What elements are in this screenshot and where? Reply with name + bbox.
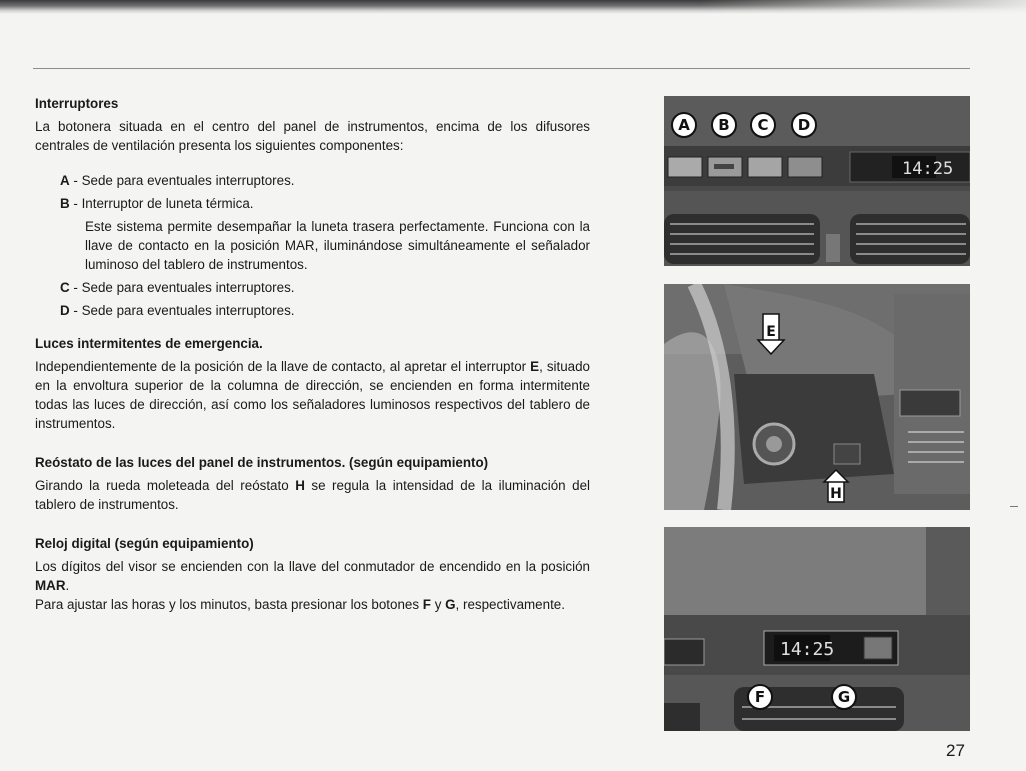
- figure-digital-clock: [664, 527, 970, 731]
- text-run: Independientemente de la posición de la llave de contacto, al apretar el interruptor: [35, 359, 531, 374]
- margin-mark: [1010, 506, 1018, 507]
- list-item: [60, 278, 590, 297]
- key-letter: G: [445, 597, 456, 612]
- reloj-paragraph-2: [35, 595, 590, 614]
- key-letter: F: [422, 597, 431, 612]
- heading-interruptores: Interruptores: [35, 96, 119, 111]
- item-key: A: [60, 173, 70, 188]
- text-run: Girando la rueda moleteada del reóstato: [35, 478, 296, 493]
- text-run: Para ajustar las horas y los minutos, basta presionar los botones: [35, 597, 423, 612]
- text-run: Los dígitos del visor se encienden con la llave del conmutador de encendido en la posición: [35, 559, 590, 574]
- item-b-detail: Este sistema permite desempañar la luneta trasera perfectamente. Funciona con la llave de contacto en la posición MAR, iluminándose simultáneamente el señalador luminoso del tablero de instrumentos.: [85, 219, 590, 272]
- scan-edge-fade: [700, 0, 1026, 14]
- callout-a-label: A: [678, 116, 690, 134]
- reloj-paragraph-1: [35, 557, 590, 595]
- heading-reostato: Reóstato de las luces del panel de instrumentos. (según equipamiento): [35, 455, 489, 470]
- heading-reloj: Reloj digital (según equipamiento): [35, 536, 254, 551]
- page-number: 27: [946, 741, 965, 760]
- list-item: [60, 194, 590, 213]
- reostato-paragraph: [35, 476, 590, 514]
- key-letter: H: [295, 478, 305, 493]
- callout-h-label: H: [830, 486, 842, 502]
- clock-readout-3: 14:25: [780, 639, 835, 660]
- callout-f-label: F: [754, 688, 766, 706]
- heading-emergencia: Luces intermitentes de emergencia.: [35, 336, 263, 351]
- list-item: [60, 301, 590, 320]
- callout-g-label: G: [837, 688, 851, 706]
- list-item: [60, 171, 590, 190]
- key-letter: MAR: [35, 578, 66, 593]
- callout-b-label: B: [718, 116, 730, 134]
- item-text: - Sede para eventuales interruptores.: [73, 280, 295, 295]
- item-key: C: [60, 280, 70, 295]
- callout-e-label: E: [766, 324, 776, 340]
- callout-c-label: C: [757, 116, 769, 134]
- header-rule: [33, 68, 970, 69]
- text-run: , respectivamente.: [455, 597, 565, 612]
- item-key: B: [60, 196, 70, 211]
- key-letter: E: [530, 359, 540, 374]
- components-list: [60, 171, 590, 320]
- item-key: D: [60, 303, 70, 318]
- intro-paragraph: La botonera situada en el centro del panel de instrumentos, encima de los difusores centrales de ventilación presenta los siguientes componentes:: [35, 119, 590, 153]
- clock-readout-1: 14:25: [902, 159, 954, 179]
- text-column: [35, 94, 590, 614]
- text-run: y: [430, 597, 446, 612]
- figure-switch-panel: [664, 96, 970, 266]
- text-run: .: [65, 578, 70, 593]
- item-text: - Sede para eventuales interruptores.: [73, 303, 295, 318]
- figure-steering-column: [664, 284, 970, 510]
- callout-d-label: D: [797, 116, 811, 134]
- item-text: - Interruptor de luneta térmica.: [73, 196, 254, 211]
- text-run: , situado en la envoltura superior de la columna de dirección, se encienden en forma intermitente todas las luces de dirección, así como los señaladores luminosos respectivos del tablero de instrumentos.: [35, 359, 590, 431]
- text-run: se regula la intensidad de la iluminación del tablero de instrumentos.: [35, 478, 590, 512]
- item-text: - Sede para eventuales interruptores.: [73, 173, 295, 188]
- emergencia-paragraph: [35, 357, 590, 433]
